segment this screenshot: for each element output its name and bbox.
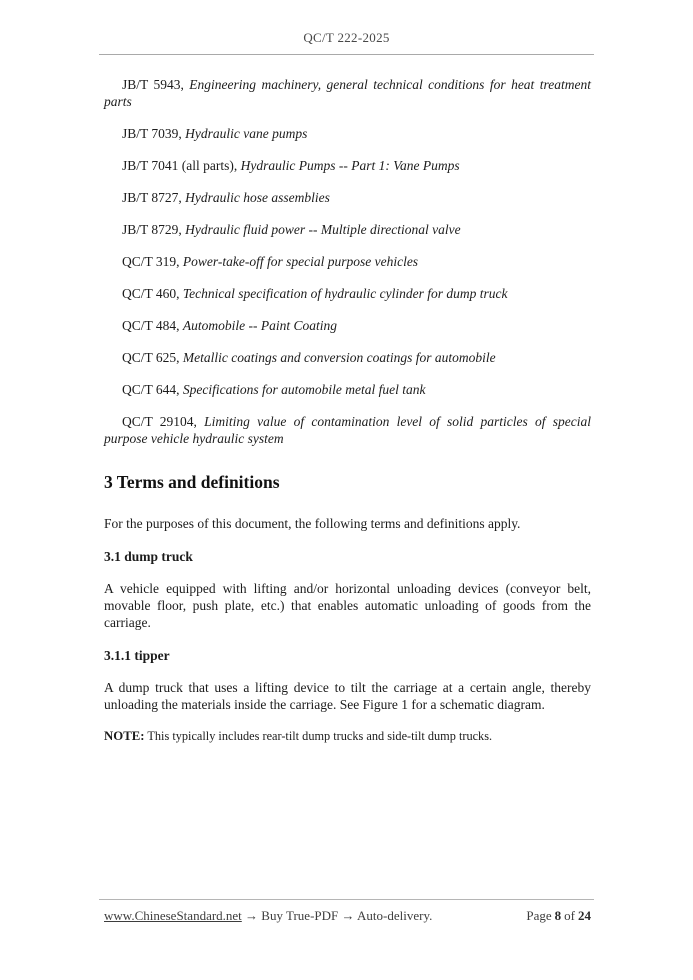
reference-title: Hydraulic fluid power -- Multiple directional valve	[185, 222, 461, 237]
reference-title: Engineering machinery, general technical conditions for heat treatment parts	[104, 77, 592, 109]
page-footer	[0, 899, 693, 924]
reference-title: Technical specification of hydraulic cylinder for dump truck	[182, 286, 508, 301]
reference-title: Specifications for automobile metal fuel tank	[182, 382, 426, 397]
reference-title: Limiting value of contamination level of solid particles of special purpose vehicle hydraulic system	[104, 414, 591, 446]
reference-code: QC/T 319,	[122, 254, 180, 269]
reference-title: Power-take-off for special purpose vehicles	[182, 254, 419, 269]
reference-code: QC/T 29104,	[122, 414, 197, 429]
section-heading: 3 Terms and definitions	[104, 472, 280, 492]
reference-item	[104, 413, 591, 447]
reference-code: JB/T 7039,	[122, 126, 182, 141]
reference-code: JB/T 5943,	[122, 77, 184, 92]
reference-title: Hydraulic vane pumps	[185, 126, 308, 141]
reference-code: QC/T 644,	[122, 382, 180, 397]
reference-code: QC/T 460,	[122, 286, 180, 301]
reference-code: JB/T 8727,	[122, 190, 182, 205]
reference-item	[104, 125, 591, 142]
of-label: of	[564, 908, 575, 923]
footer-promo	[104, 907, 432, 924]
website-link[interactable]: www.ChineseStandard.net	[104, 908, 242, 923]
page-label: Page	[526, 908, 552, 923]
reference-title: Metallic coatings and conversion coatings for automobile	[182, 350, 496, 365]
footer-tagline: → Buy True-PDF → Auto-delivery.	[245, 908, 433, 923]
page-total: 24	[578, 908, 591, 923]
reference-item	[104, 349, 591, 366]
reference-item	[104, 285, 591, 302]
note-label: NOTE:	[104, 729, 145, 743]
document-number: QC/T 222-2025	[303, 30, 390, 45]
reference-code: JB/T 8729,	[122, 222, 182, 237]
term-heading-dump-truck: 3.1 dump truck	[104, 549, 193, 564]
page-current: 8	[554, 908, 562, 923]
reference-title: Hydraulic hose assemblies	[185, 190, 330, 205]
reference-code: QC/T 484,	[122, 318, 180, 333]
reference-title: Automobile -- Paint Coating	[182, 318, 338, 333]
reference-item	[104, 189, 591, 206]
reference-item	[104, 157, 591, 174]
reference-code: QC/T 625,	[122, 350, 180, 365]
reference-item	[104, 381, 591, 398]
section-intro: For the purposes of this document, the following terms and definitions apply.	[104, 516, 521, 531]
document-body	[104, 76, 591, 744]
page-indicator	[523, 907, 591, 924]
reference-code: JB/T 7041 (all parts),	[122, 158, 238, 173]
term-heading-tipper: 3.1.1 tipper	[104, 648, 170, 663]
page-header	[0, 0, 693, 55]
note-text: This typically includes rear-tilt dump trucks and side-tilt dump trucks.	[147, 729, 493, 743]
reference-title: Hydraulic Pumps -- Part 1: Vane Pumps	[240, 158, 460, 173]
footer-divider	[99, 899, 594, 900]
reference-item	[104, 221, 591, 238]
header-divider	[99, 54, 594, 55]
term-definition-dump-truck: A vehicle equipped with lifting and/or horizontal unloading devices (conveyor belt, movable floor, push plate, etc.) that enables automatic unloading of goods from the carriage.	[104, 581, 591, 630]
reference-item	[104, 317, 591, 334]
reference-item	[104, 76, 591, 110]
note-paragraph	[104, 728, 591, 744]
term-definition-tipper: A dump truck that uses a lifting device to tilt the carriage at a certain angle, thereby unloading the materials inside the carriage. See Figure 1 for a schematic diagram.	[104, 680, 591, 712]
reference-item	[104, 253, 591, 270]
